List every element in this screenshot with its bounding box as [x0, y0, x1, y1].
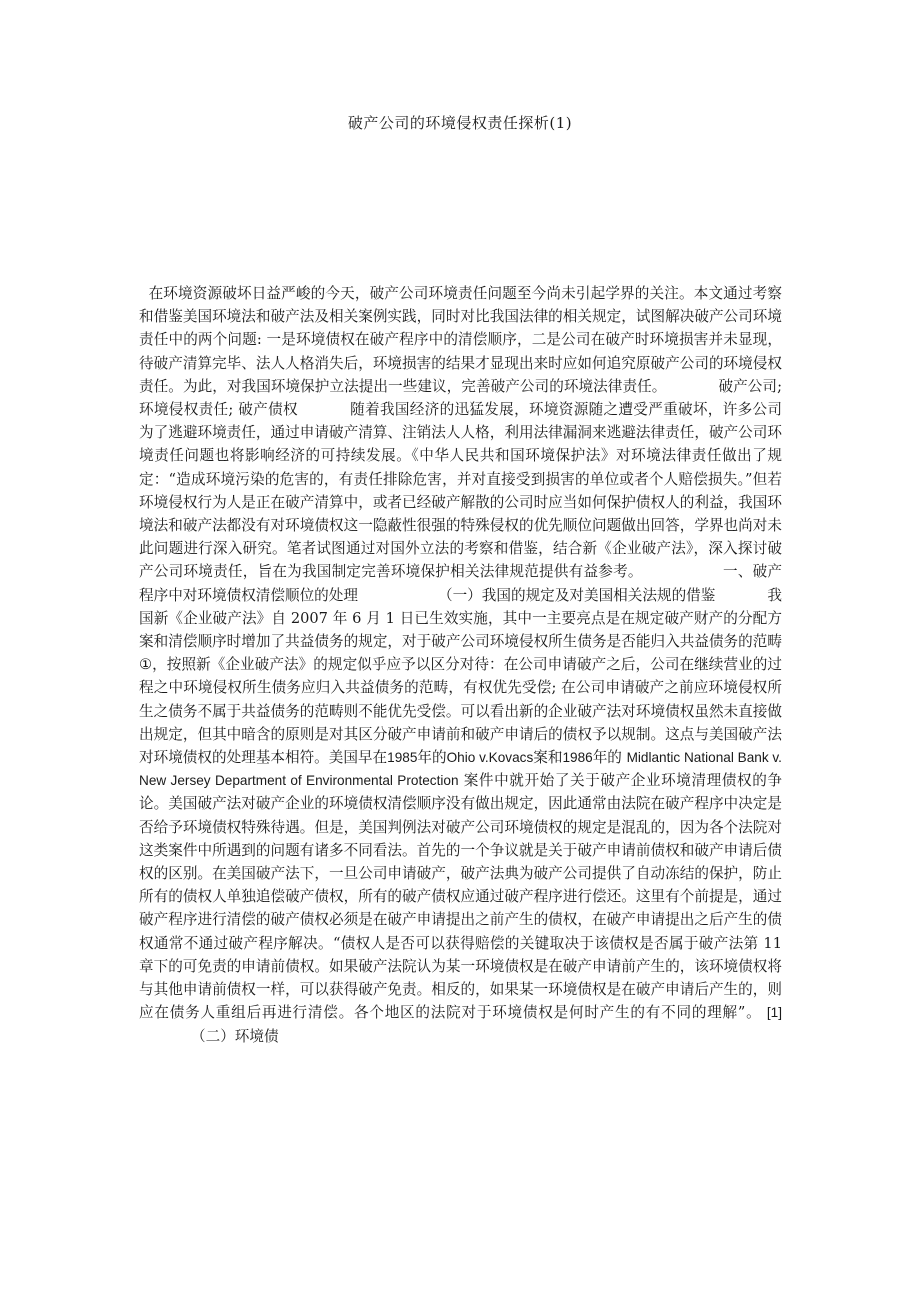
keywords-text: 破产公司; 环境侵权责任; 破产债权	[139, 377, 782, 419]
subsection-heading-2: （二）环境债	[191, 1027, 279, 1045]
case-name-kovacs: Ohio v.Kovacs	[446, 750, 534, 766]
section-heading-1: 一、破产程序中对环境债权清偿顺位的处理	[139, 563, 782, 604]
footnote-marker: ①	[139, 656, 153, 674]
document-body	[139, 282, 782, 1048]
citation-marker: [1]	[766, 1005, 782, 1021]
paragraph-text: 我国新《企业破产法》自 2007 年 6 月 1 日已生效实施，其中一主要亮点是在规定破产财产的分配方案和清偿顺序时增加了共益债务的规定，对于破产公司环境侵权所生债务是否能归入共益债务的范畴	[139, 586, 782, 651]
document-title: 破产公司的环境侵权责任探析(1)	[347, 114, 573, 132]
paragraph-text: 案件中就开始了关于破产企业环境清理债权的争论。美国破产法对破产企业的环境债权清偿顺序没有做出规定，因此通常由法院在破产程序中决定是否给予环境债权特殊待遇。但是，美国判例法对破产公司环境债权的规定是混乱的，因为各个法院对这类案件中所遇到的问题有诸多不同看法。首先的一个争议就是关于破产申请前债权和破产申请后债权的区别。在美国破产法下，一旦公司申请破产，破产法典为破产公司提供了自动冻结的保护，防止所有的债权人单独追偿破产债权，所有的破产债权应通过破产程序进行偿还。这里有个前提是，通过破产程序进行清偿的破产债权必须是在破产申请提出之前产生的债权，在破产申请提出之后产生的债权通常不通过破产程序解决。“债权人是否可以获得赔偿的关键取决于该债权是否属于破产法第 11 章下的可免责的申请前债权。如果破产法院认为某一环境债权是在破产申请前产生的，该环境债权将与其他申请前债权一样，可以获得破产免责。相反的，如果某一环境债权是在破产申请后产生的，则应在债务人重组后再进行清偿。各个地区的法院对于环境债权是何时产生的有不同的理解”。	[139, 772, 782, 1022]
abstract-text: 在环境资源破坏日益严峻的今天，破产公司环境责任问题至今尚未引起学界的关注。本文通过考察和借鉴美国环境法和破产法及相关案例实践，同时对比我国法律的相关规定，试图解决破产公司环境责任中的两个问题: 一是环境债权在破产程序中的清偿顺序，二是公司在破产时环境损害并未显现，待破产清算完毕、法人人格消失后，环境损害的结果才显现出来时应如何追究原破产公司的环境侵权责任。为此，对我国环境保护立法提出一些建议，完善破产公司的环境法律责任。	[139, 285, 782, 395]
case-name-midlantic: Midlantic National Bank v.New Jersey Department of Environmental Protection	[139, 750, 782, 789]
year-1985: 1985	[387, 750, 418, 766]
subsection-heading-1: （一）我国的规定及对美国相关法规的借鉴	[437, 586, 716, 604]
paragraph-text: 案和	[533, 749, 563, 767]
paragraph-text: 年的	[592, 749, 622, 767]
paragraph-text: 年的	[417, 749, 447, 767]
paragraph-text: ，按照新《企业破产法》的规定似乎应予以区分对待：在公司申请破产之后，公司在继续营业的过程之中环境侵权所生债务应归入共益债务的范畴，有权优先受偿; 在公司申请破产之前应环境侵权所生之债务不属于共益债务的范畴则不能优先受偿。可以看出新的企业破产法对环境债权虽然未直接做出规定，但其中暗含的原则是对其区分破产申请前和破产申请后的债权予以规制。这点与美国破产法对环境债权的处理基本相符。美国早在	[139, 656, 782, 767]
year-1986: 1986	[562, 750, 593, 766]
introduction-text: 随着我国经济的迅猛发展，环境资源随之遭受严重破坏，许多公司为了逃避环境责任，通过申请破产清算、注销法人人格，利用法律漏洞来逃避法律责任，破产公司环境责任问题也将影响经济的可持续发展。《中华人民共和国环境保护法》对环境法律责任做出了规定：“造成环境污染的危害的，有责任排除危害，并对直接受到损害的单位或者个人赔偿损失。”但若环境侵权行为人是正在破产清算中，或者已经破产解散的公司时应当如何保护债权人的利益，我国环境法和破产法都没有对环境债权这一隐蔽性很强的特殊侵权的优先顺位问题做出回答，学界也尚对未此问题进行深入研究。笔者试图通过对国外立法的考察和借鉴，结合新《企业破产法》，深入探讨破产公司环境责任，旨在为我国制定完善环境保护相关法律规范提供有益参考。	[139, 401, 782, 581]
